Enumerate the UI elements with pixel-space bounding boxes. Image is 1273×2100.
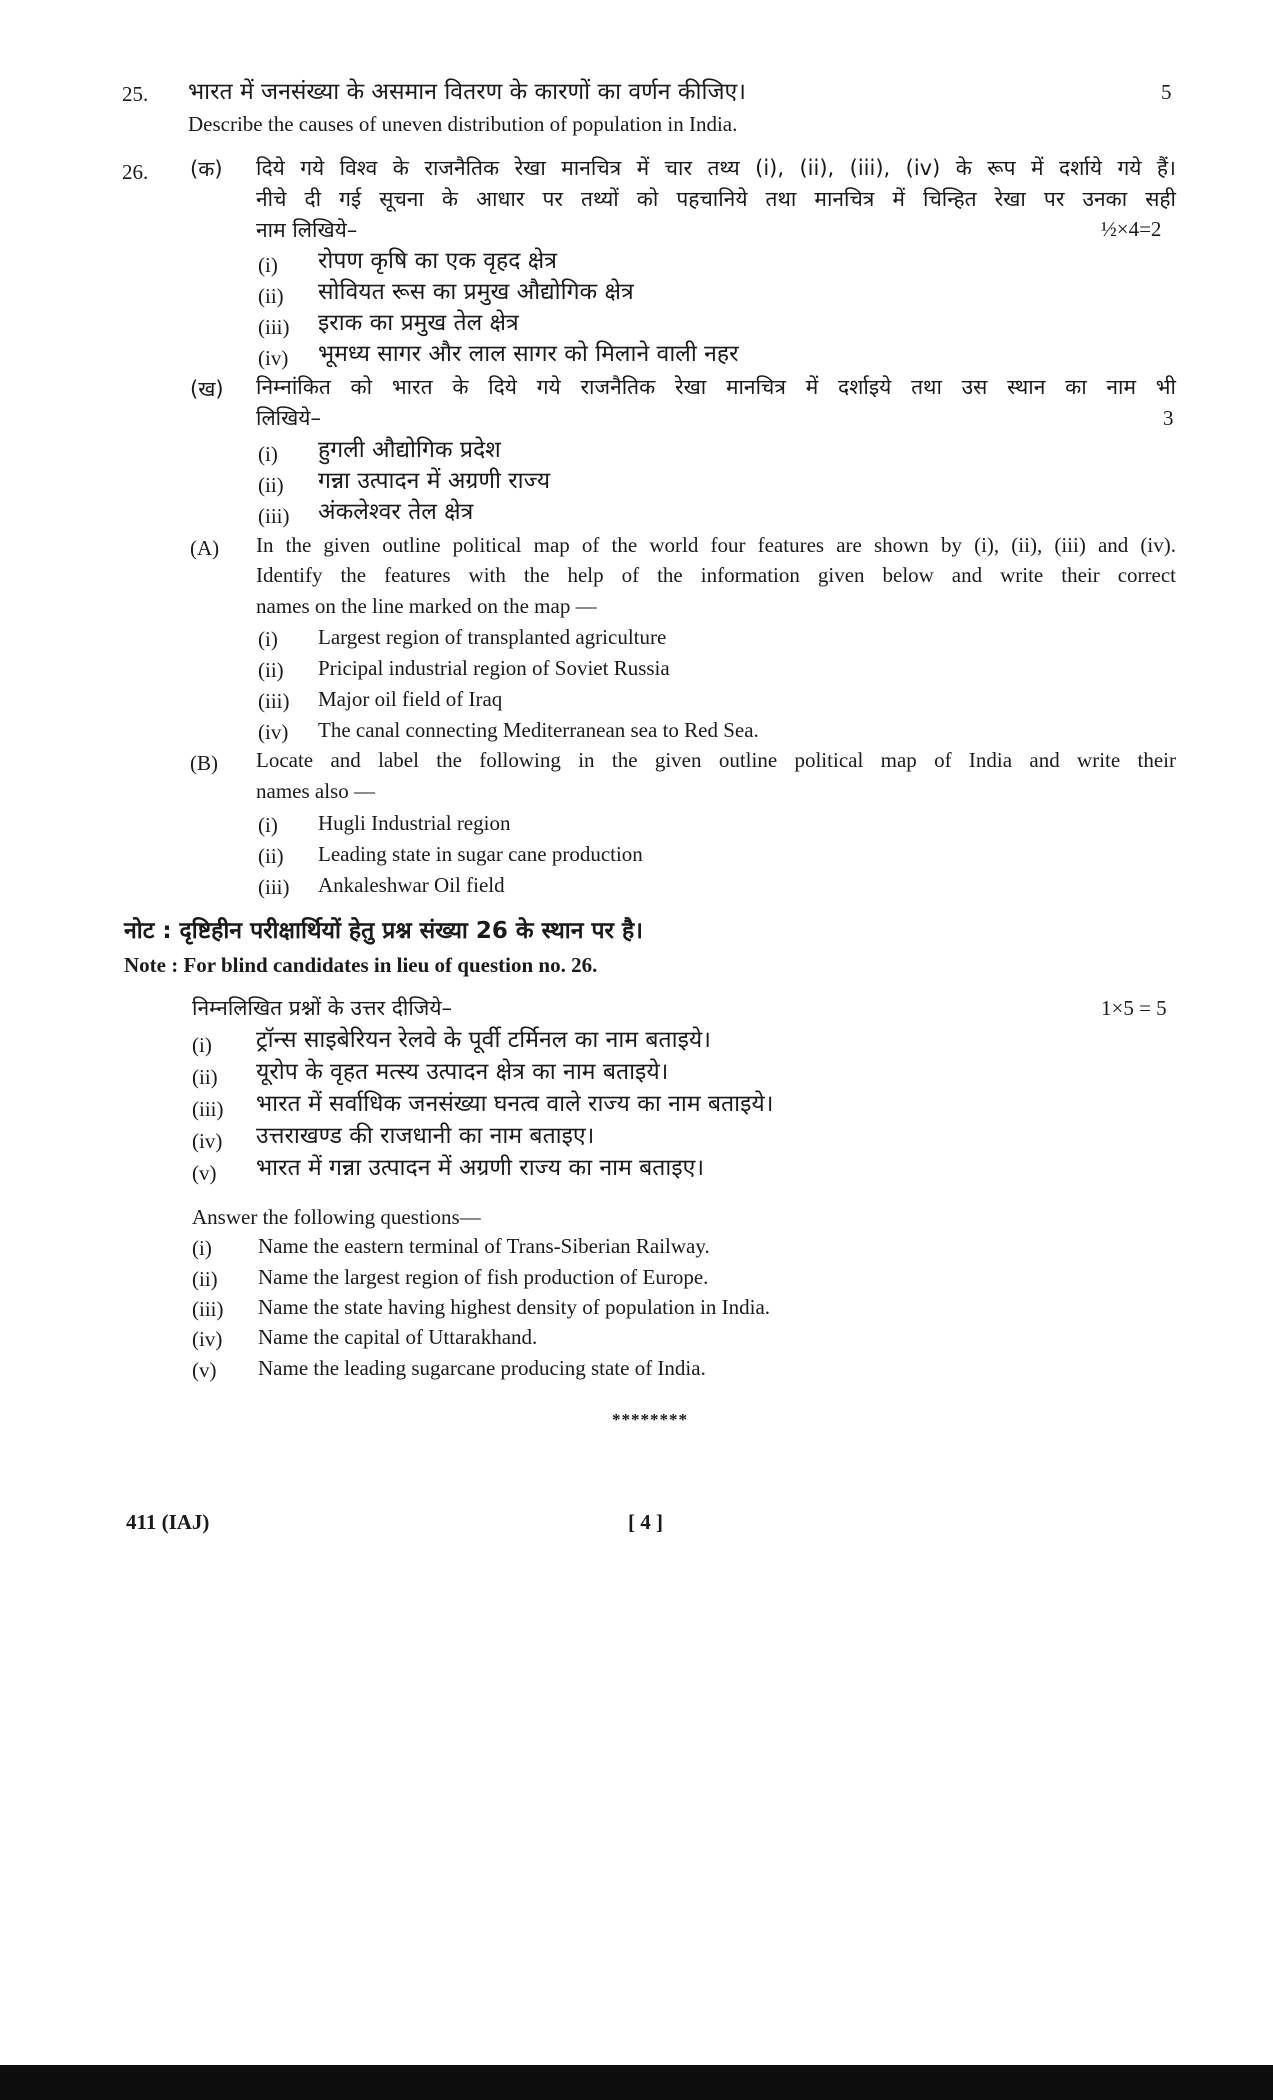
q25-marks: 5 xyxy=(1161,80,1172,104)
q26-a-english-item-text: Major oil field of Iraq xyxy=(318,687,503,711)
q26-a-english-item-number: (iv) xyxy=(258,720,289,744)
q26-b-hindi-item-number: (ii) xyxy=(258,473,284,497)
q26-a-hindi-item-number: (ii) xyxy=(258,284,284,308)
q26-a-hindi-item-text: भूमध्य सागर और लाल सागर को मिलाने वाली नहर xyxy=(318,341,739,367)
q26-a-english-label: (A) xyxy=(190,536,220,560)
q26-a-english-item-text: Largest region of transplanted agriculture xyxy=(318,625,667,649)
q26-a-english-line1: In the given outline political map of the world four features are shown by (i), (ii), (iii) and (iv). xyxy=(256,533,1176,557)
q26-b-hindi-line2: लिखिये– xyxy=(256,406,321,430)
scan-edge-bar xyxy=(0,2065,1273,2100)
blind-english-item-number: (iii) xyxy=(192,1297,224,1321)
q26-a-english-item-number: (i) xyxy=(258,627,278,651)
q26-a-hindi-item-number: (i) xyxy=(258,253,278,277)
q26-a-hindi-line1: दिये गये विश्व के राजनैतिक रेखा मानचित्र में चार तथ्य (i), (ii), (iii), (iv) के रूप में दर्शाये गये हैं। xyxy=(256,156,1176,180)
q25-number: 25. xyxy=(122,82,149,106)
blind-english-item-text: Name the state having highest density of population in India. xyxy=(258,1295,771,1319)
q26-b-hindi-item-text: हुगली औद्योगिक प्रदेश xyxy=(318,437,501,463)
q26-a-hindi-label: (क) xyxy=(190,157,223,181)
note-hindi: नोट : दृष्टिहीन परीक्षार्थियों हेतु प्रश्न संख्या 26 के स्थान पर है। xyxy=(124,918,643,944)
note-english: Note : For blind candidates in lieu of question no. 26. xyxy=(124,953,598,977)
q26-a-hindi-line3: नाम लिखिये– xyxy=(256,218,358,242)
blind-english-item-text: Name the capital of Uttarakhand. xyxy=(258,1325,538,1349)
q26-a-english-item-number: (iii) xyxy=(258,689,290,713)
blind-english-item-number: (ii) xyxy=(192,1267,218,1291)
blind-english-item-text: Name the eastern terminal of Trans-Siberian Railway. xyxy=(258,1234,710,1258)
q26-b-english-item-text: Leading state in sugar cane production xyxy=(318,842,643,866)
blind-hindi-item-text: ट्रॉन्स साइबेरियन रेलवे के पूर्वी टर्मिनल का नाम बताइये। xyxy=(256,1027,711,1053)
q26-a-hindi-line2: नीचे दी गई सूचना के आधार पर तथ्यों को पहचानिये तथा मानचित्र में चिन्हित रेखा पर उनका सही xyxy=(256,187,1176,211)
q25-hindi-text: भारत में जनसंख्या के असमान वितरण के कारणों का वर्णन कीजिए। xyxy=(188,79,746,105)
q26-b-english-item-number: (i) xyxy=(258,813,278,837)
blind-english-item-number: (i) xyxy=(192,1236,212,1260)
footer-paper-code: 411 (IAJ) xyxy=(126,1510,210,1534)
blind-hindi-item-text: उत्तराखण्ड की राजधानी का नाम बताइए। xyxy=(256,1123,595,1149)
q26-b-english-line2: names also — xyxy=(256,779,375,803)
q26-b-english-item-text: Hugli Industrial region xyxy=(318,811,511,835)
q26-a-hindi-item-text: रोपण कृषि का एक वृहद क्षेत्र xyxy=(318,248,557,274)
q26-a-english-item-number: (ii) xyxy=(258,658,284,682)
end-marker: ******** xyxy=(612,1410,688,1429)
q26-b-english-line1: Locate and label the following in the given outline political map of India and write their xyxy=(256,748,1176,772)
q25-english-text: Describe the causes of uneven distribution of population in India. xyxy=(188,112,738,136)
q26-b-hindi-line1: निम्नांकित को भारत के दिये गये राजनैतिक रेखा मानचित्र में दर्शाइये तथा उस स्थान का नाम भी xyxy=(256,375,1176,399)
q26-a-english-item-text: The canal connecting Mediterranean sea to Red Sea. xyxy=(318,718,759,742)
blind-hindi-item-text: यूरोप के वृहत मत्स्य उत्पादन क्षेत्र का नाम बताइये। xyxy=(256,1059,669,1085)
blind-hindi-item-number: (v) xyxy=(192,1161,217,1185)
blind-english-item-text: Name the largest region of fish production of Europe. xyxy=(258,1265,709,1289)
blind-hindi-item-text: भारत में सर्वाधिक जनसंख्या घनत्व वाले राज्य का नाम बताइये। xyxy=(256,1091,774,1117)
q26-a-english-item-text: Pricipal industrial region of Soviet Russia xyxy=(318,656,670,680)
q26-a-hindi-item-number: (iv) xyxy=(258,346,289,370)
q26-a-hindi-item-text: सोवियत रूस का प्रमुख औद्योगिक क्षेत्र xyxy=(318,279,634,305)
q26-b-hindi-label: (ख) xyxy=(190,377,224,401)
blind-hindi-intro: निम्नलिखित प्रश्नों के उत्तर दीजिये– xyxy=(192,996,453,1020)
q26-b-english-item-number: (iii) xyxy=(258,875,290,899)
q26-a-hindi-item-number: (iii) xyxy=(258,315,290,339)
footer-page-number: [ 4 ] xyxy=(628,1510,663,1534)
q26-a-english-line3: names on the line marked on the map — xyxy=(256,594,597,618)
q26-b-english-label: (B) xyxy=(190,751,218,775)
q26-b-hindi-item-text: गन्ना उत्पादन में अग्रणी राज्य xyxy=(318,468,551,494)
q26-b-english-item-text: Ankaleshwar Oil field xyxy=(318,873,505,897)
blind-english-item-number: (v) xyxy=(192,1358,217,1382)
q26-number: 26. xyxy=(122,160,149,184)
q26-a-hindi-item-text: इराक का प्रमुख तेल क्षेत्र xyxy=(318,310,519,336)
blind-hindi-item-number: (ii) xyxy=(192,1065,218,1089)
q26-b-hindi-item-number: (iii) xyxy=(258,504,290,528)
q26-a-english-line2: Identify the features with the help of the information given below and write their correct xyxy=(256,563,1176,587)
blind-english-item-text: Name the leading sugarcane producing state of India. xyxy=(258,1356,706,1380)
blind-english-item-number: (iv) xyxy=(192,1327,223,1351)
blind-hindi-item-number: (iv) xyxy=(192,1129,223,1153)
q26-b-hindi-item-number: (i) xyxy=(258,442,278,466)
blind-hindi-item-number: (iii) xyxy=(192,1097,224,1121)
blind-english-intro: Answer the following questions— xyxy=(192,1205,481,1229)
q26-b-english-item-number: (ii) xyxy=(258,844,284,868)
q26-b-hindi-marks: 3 xyxy=(1163,406,1174,430)
blind-hindi-item-text: भारत में गन्ना उत्पादन में अग्रणी राज्य का नाम बताइए। xyxy=(256,1155,705,1181)
blind-hindi-item-number: (i) xyxy=(192,1033,212,1057)
q26-b-hindi-item-text: अंकलेश्वर तेल क्षेत्र xyxy=(318,499,474,525)
blind-marks: 1×5 = 5 xyxy=(1101,996,1167,1020)
q26-a-hindi-marks: ½×4=2 xyxy=(1101,217,1162,241)
